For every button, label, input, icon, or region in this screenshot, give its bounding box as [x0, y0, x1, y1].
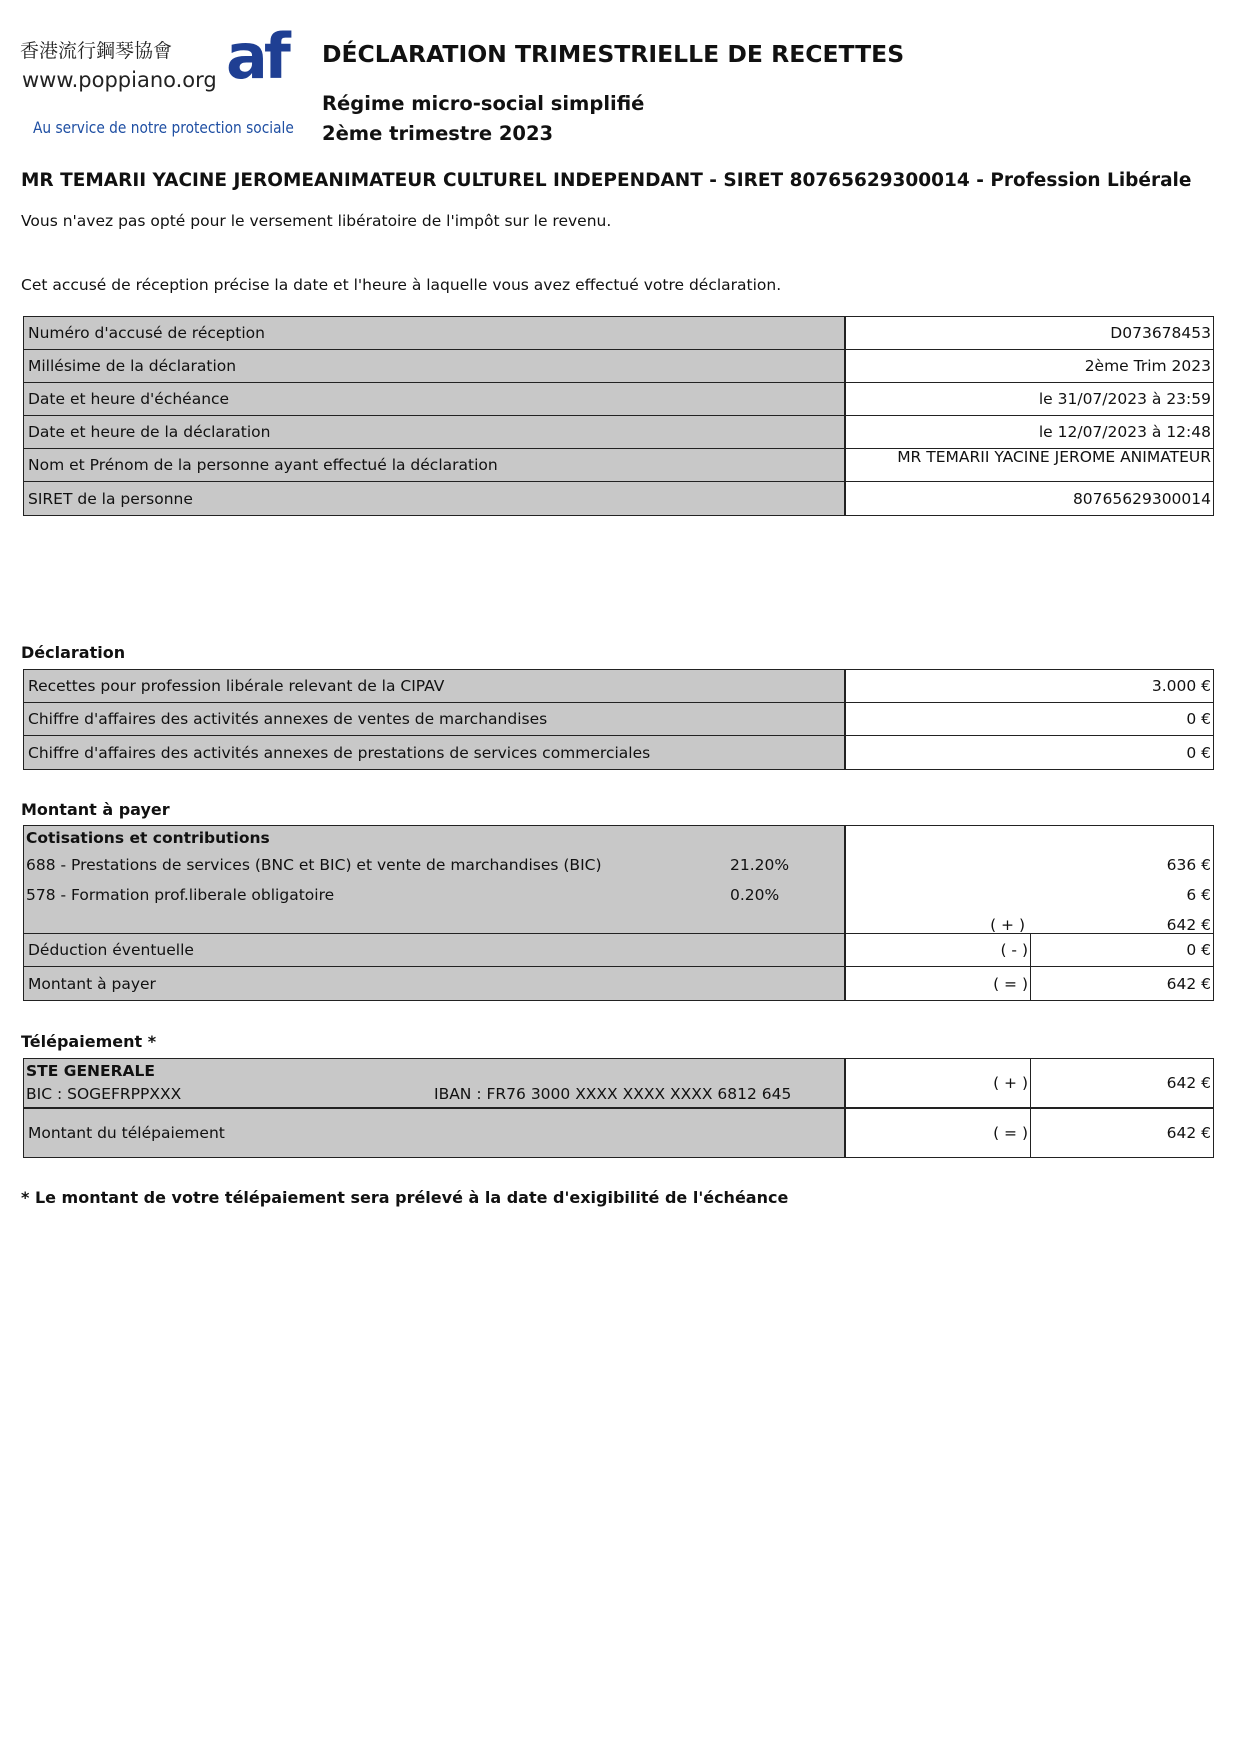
table-row [24, 967, 1213, 1000]
telepaiement-total-value: 642 € [1031, 1109, 1213, 1157]
declarant-identity: MR TEMARII YACINE JEROMEANIMATEUR CULTUREL INDEPENDANT - SIRET 80765629300014 - Profession Libérale [21, 170, 1192, 191]
receipt-label: Numéro d'accusé de réception [24, 317, 846, 349]
logo-tagline: Au service de notre protection sociale [33, 118, 294, 137]
total-value: 642 € [1031, 967, 1213, 1000]
watermark-url: www.poppiano.org [22, 68, 217, 92]
telepaiement-total-label: Montant du télépaiement [24, 1109, 846, 1157]
receipt-label: Date et heure d'échéance [24, 383, 846, 415]
document-title: DÉCLARATION TRIMESTRIELLE DE RECETTES [322, 40, 905, 68]
footnote: * Le montant de votre télépaiement sera prélevé à la date d'exigibilité de l'échéance [21, 1188, 789, 1207]
watermark-name: 香港流行鋼琴協會 [20, 40, 173, 62]
deduction-value: 0 € [1031, 934, 1213, 966]
receipt-value: 80765629300014 [846, 482, 1213, 515]
payment-title: Montant à payer [21, 800, 170, 819]
cotisation-label: 688 - Prestations de services (BNC et BIC) et vente de marchandises (BIC) [26, 856, 602, 874]
table-row [24, 383, 1213, 416]
subtotal-sign: ( + ) [990, 916, 1025, 934]
declaration-label: Chiffre d'affaires des activités annexes de prestations de services commerciales [24, 736, 846, 769]
telepaiement-title: Télépaiement * [21, 1032, 157, 1051]
total-label: Montant à payer [24, 967, 846, 1000]
bank-iban: IBAN : FR76 3000 XXXX XXXX XXXX 6812 645 [434, 1085, 792, 1103]
payment-table [23, 825, 1214, 1001]
table-row [24, 736, 1213, 769]
versement-note: Vous n'avez pas opté pour le versement libératoire de l'impôt sur le revenu. [21, 212, 612, 230]
cotisation-amount: 636 € [1166, 856, 1211, 874]
receipt-label: Millésime de la déclaration [24, 350, 846, 382]
cotisations-block [24, 826, 1213, 934]
logo-mark: af [226, 20, 287, 93]
table-row [24, 703, 1213, 736]
telepaiement-table [23, 1058, 1214, 1158]
cotisation-amount: 6 € [1186, 886, 1211, 904]
table-row [24, 416, 1213, 449]
table-row [24, 350, 1213, 383]
accuse-note: Cet accusé de réception précise la date et l'heure à laquelle vous avez effectué votre déclaration. [21, 276, 782, 294]
declaration-label: Chiffre d'affaires des activités annexes de ventes de marchandises [24, 703, 846, 735]
declaration-label: Recettes pour profession libérale relevant de la CIPAV [24, 670, 846, 702]
declaration-value: 3.000 € [846, 670, 1213, 702]
table-row [24, 482, 1213, 515]
table-row [24, 317, 1213, 350]
receipt-value: D073678453 [846, 317, 1213, 349]
declaration-value: 0 € [846, 703, 1213, 735]
cotisation-label: 578 - Formation prof.liberale obligatoire [26, 886, 335, 904]
bank-bic: BIC : SOGEFRPPXXX [26, 1085, 182, 1103]
table-row [24, 934, 1213, 967]
subtotal-amount: 642 € [1166, 916, 1211, 934]
declaration-title: Déclaration [21, 643, 126, 662]
table-row [24, 670, 1213, 703]
declaration-value: 0 € [846, 736, 1213, 769]
bank-name: STE GENERALE [26, 1062, 155, 1080]
receipt-label: SIRET de la personne [24, 482, 846, 515]
telepaiement-sign: ( + ) [846, 1059, 1031, 1107]
telepaiement-amount: 642 € [1031, 1059, 1213, 1107]
receipt-value: le 12/07/2023 à 12:48 [846, 416, 1213, 448]
document-period: 2ème trimestre 2023 [322, 122, 554, 145]
table-row [24, 449, 1213, 482]
declaration-table [23, 669, 1214, 770]
receipt-label: Date et heure de la déclaration [24, 416, 846, 448]
cotisation-rate: 0.20% [730, 886, 780, 904]
total-sign: ( = ) [846, 967, 1031, 1000]
receipt-value: 2ème Trim 2023 [846, 350, 1213, 382]
receipt-value: MR TEMARII YACINE JEROME ANIMATEUR [846, 449, 1213, 481]
receipt-table [23, 316, 1214, 516]
deduction-label: Déduction éventuelle [24, 934, 846, 966]
bank-block [24, 1059, 1213, 1109]
document-subtitle: Régime micro-social simplifié [322, 92, 645, 115]
cotisation-rate: 21.20% [730, 856, 790, 874]
telepaiement-total-sign: ( = ) [846, 1109, 1031, 1157]
table-row [24, 1109, 1213, 1157]
deduction-sign: ( - ) [846, 934, 1031, 966]
cotisations-title: Cotisations et contributions [26, 829, 270, 847]
receipt-label: Nom et Prénom de la personne ayant effectué la déclaration [24, 449, 846, 481]
receipt-value: le 31/07/2023 à 23:59 [846, 383, 1213, 415]
